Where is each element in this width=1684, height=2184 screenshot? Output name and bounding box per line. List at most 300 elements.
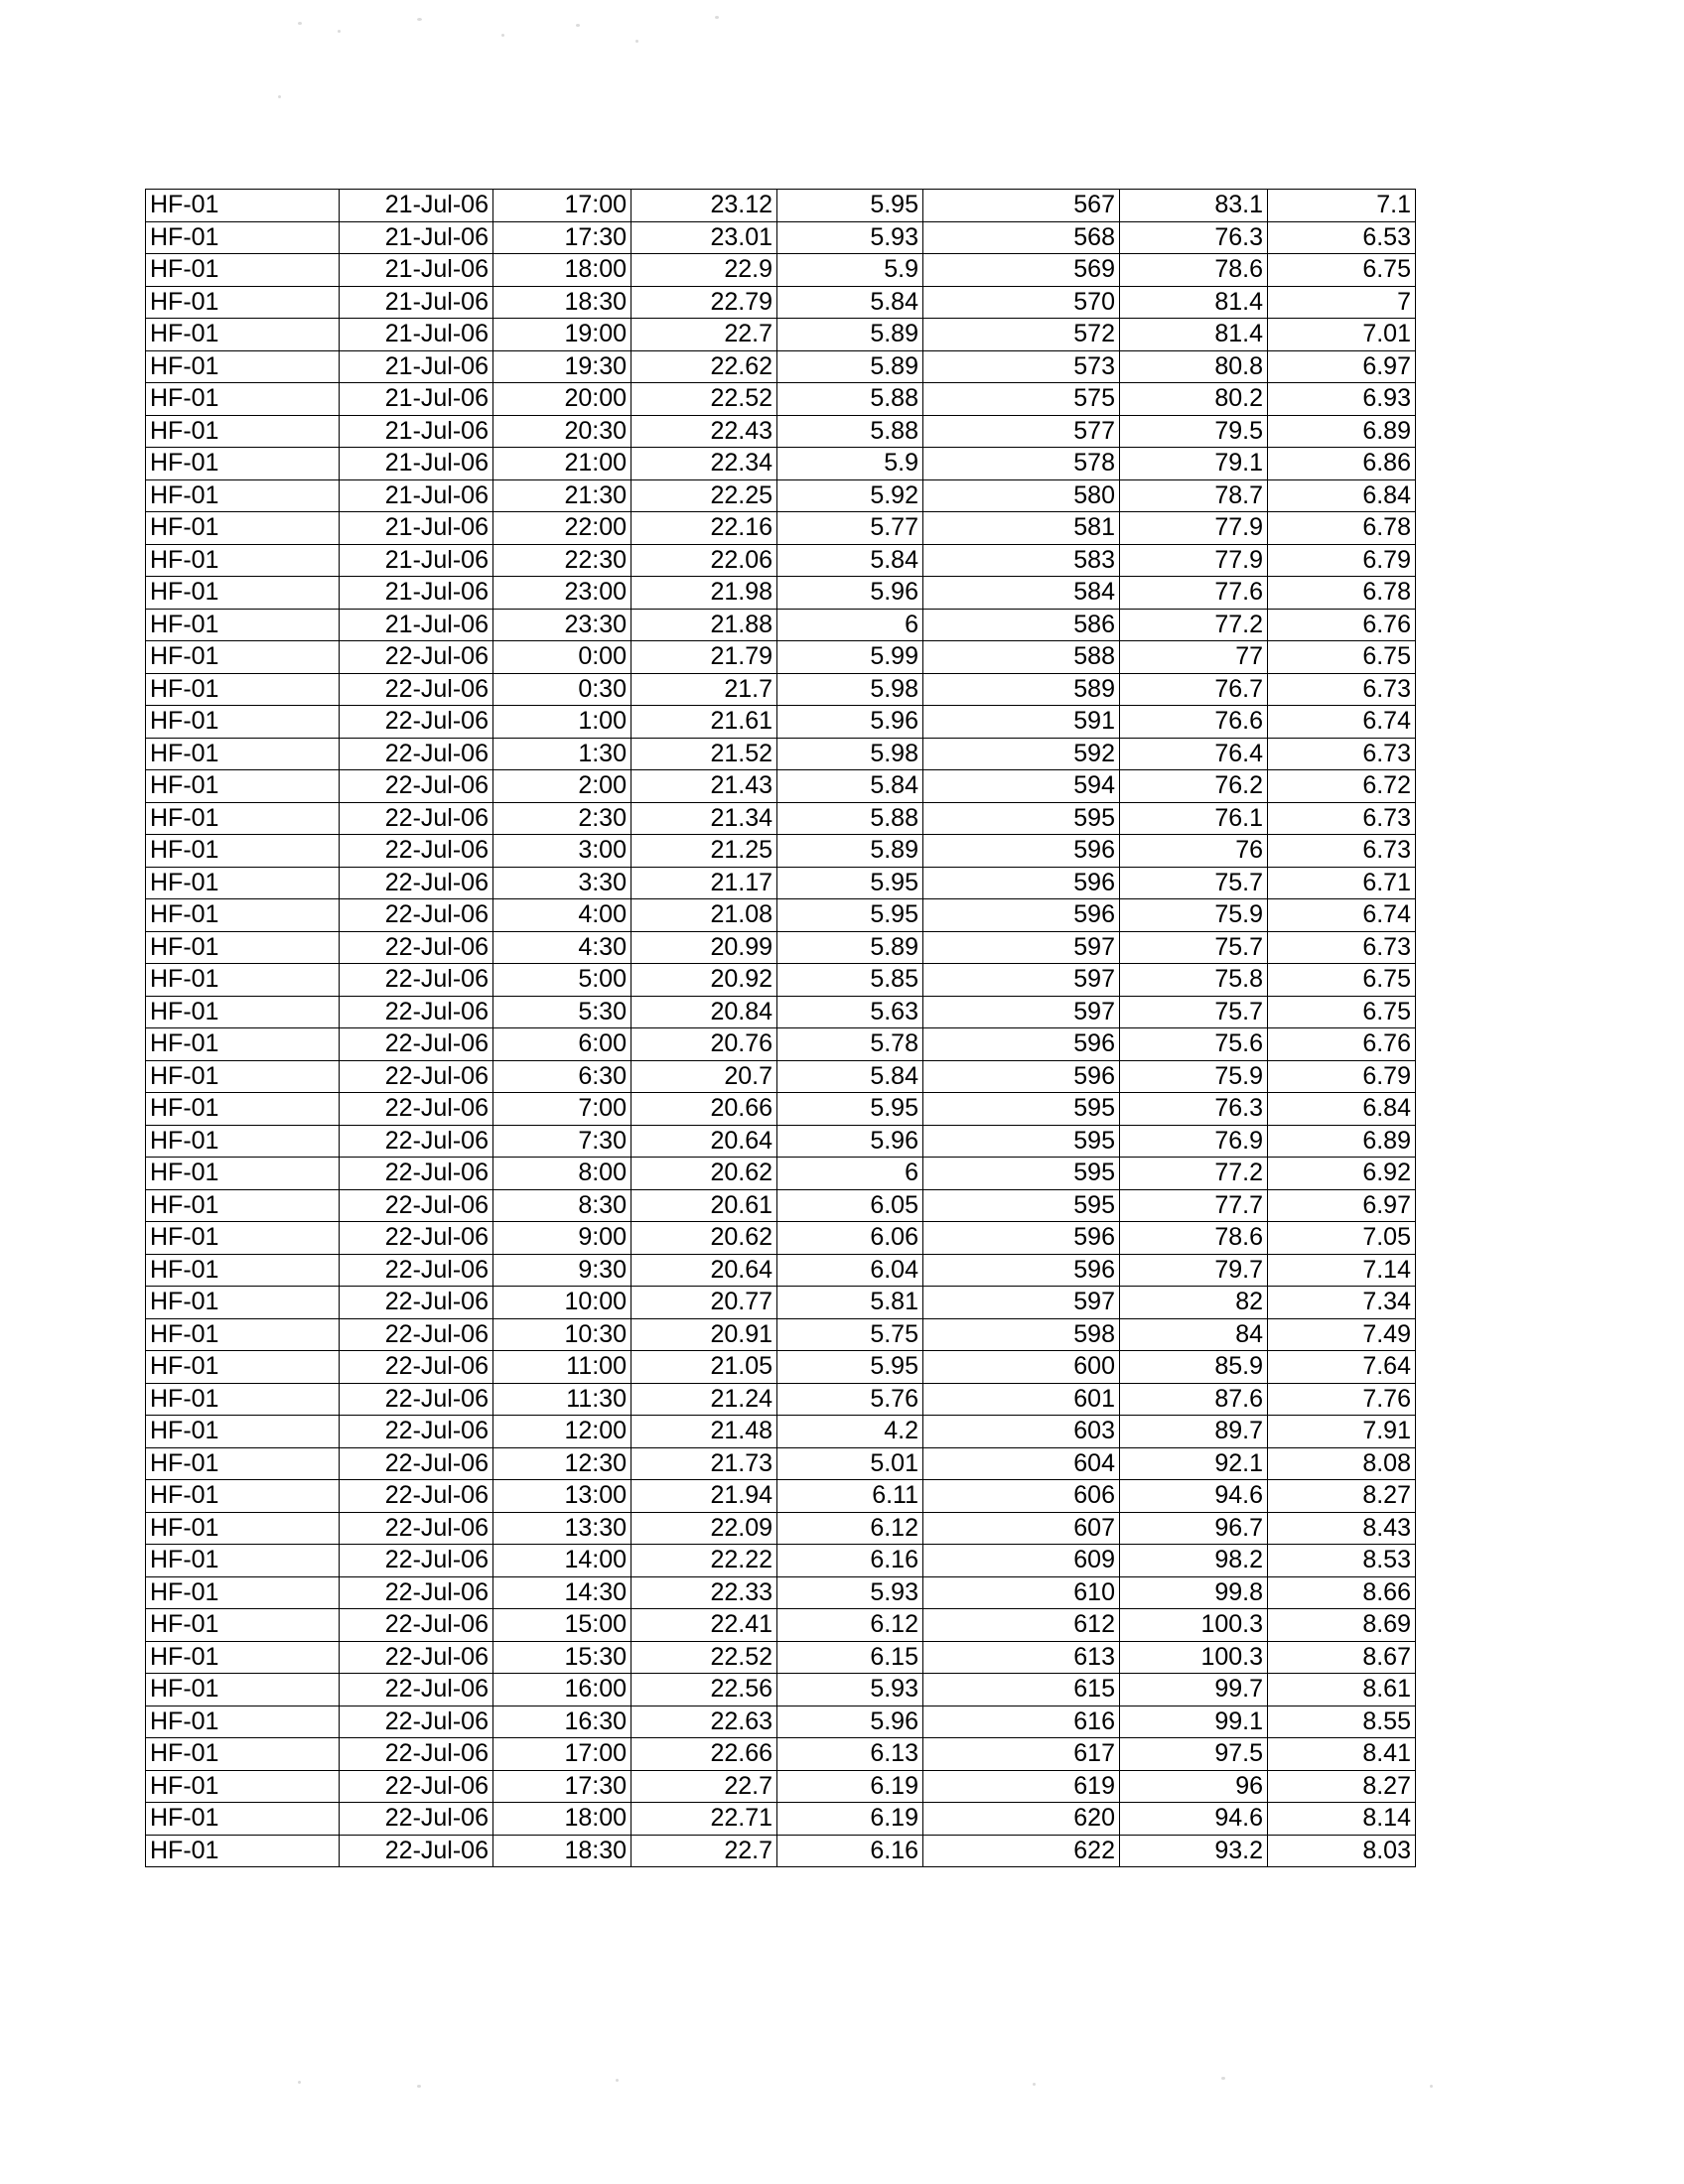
station-id-cell: HF-01: [146, 1447, 340, 1480]
value-3-cell: 594: [923, 770, 1120, 803]
value-3-cell: 595: [923, 802, 1120, 835]
value-4-cell: 76.2: [1120, 770, 1268, 803]
value-5-cell: 6.73: [1268, 673, 1416, 706]
value-1-cell: 21.7: [632, 673, 777, 706]
date-cell: 22-Jul-06: [340, 1770, 493, 1803]
value-5-cell: 8.43: [1268, 1512, 1416, 1545]
value-3-cell: 610: [923, 1576, 1120, 1609]
value-4-cell: 77.7: [1120, 1189, 1268, 1222]
value-2-cell: 5.95: [777, 899, 923, 932]
time-cell: 3:00: [493, 835, 632, 868]
value-4-cell: 96.7: [1120, 1512, 1268, 1545]
value-5-cell: 7.05: [1268, 1222, 1416, 1255]
value-1-cell: 21.98: [632, 577, 777, 610]
value-1-cell: 22.9: [632, 254, 777, 287]
date-cell: 22-Jul-06: [340, 673, 493, 706]
station-id-cell: HF-01: [146, 706, 340, 739]
value-4-cell: 77.6: [1120, 577, 1268, 610]
value-5-cell: 7.76: [1268, 1383, 1416, 1416]
value-3-cell: 581: [923, 512, 1120, 545]
time-cell: 17:30: [493, 221, 632, 254]
scan-speckle: [1033, 2083, 1036, 2086]
date-cell: 21-Jul-06: [340, 448, 493, 480]
station-id-cell: HF-01: [146, 1803, 340, 1836]
date-cell: 21-Jul-06: [340, 383, 493, 416]
station-id-cell: HF-01: [146, 964, 340, 997]
value-3-cell: 598: [923, 1318, 1120, 1351]
station-id-cell: HF-01: [146, 1318, 340, 1351]
value-4-cell: 82: [1120, 1287, 1268, 1319]
station-id-cell: HF-01: [146, 1254, 340, 1287]
table-row: [146, 996, 1416, 1028]
time-cell: 4:00: [493, 899, 632, 932]
time-cell: 22:00: [493, 512, 632, 545]
table-row: [146, 1125, 1416, 1158]
value-3-cell: 601: [923, 1383, 1120, 1416]
value-5-cell: 6.75: [1268, 964, 1416, 997]
value-4-cell: 87.6: [1120, 1383, 1268, 1416]
value-1-cell: 20.7: [632, 1060, 777, 1093]
station-id-cell: HF-01: [146, 1060, 340, 1093]
value-5-cell: 6.89: [1268, 415, 1416, 448]
value-1-cell: 23.01: [632, 221, 777, 254]
value-4-cell: 81.4: [1120, 286, 1268, 319]
value-2-cell: 5.96: [777, 577, 923, 610]
station-id-cell: HF-01: [146, 1576, 340, 1609]
date-cell: 22-Jul-06: [340, 1706, 493, 1738]
value-3-cell: 586: [923, 609, 1120, 641]
date-cell: 22-Jul-06: [340, 931, 493, 964]
date-cell: 22-Jul-06: [340, 1738, 493, 1771]
value-2-cell: 5.95: [777, 867, 923, 899]
value-3-cell: 596: [923, 867, 1120, 899]
value-2-cell: 6: [777, 1158, 923, 1190]
date-cell: 22-Jul-06: [340, 1480, 493, 1513]
station-id-cell: HF-01: [146, 544, 340, 577]
date-cell: 22-Jul-06: [340, 1158, 493, 1190]
value-4-cell: 80.8: [1120, 350, 1268, 383]
value-1-cell: 22.7: [632, 1835, 777, 1867]
value-2-cell: 5.76: [777, 1383, 923, 1416]
value-2-cell: 6.16: [777, 1545, 923, 1577]
date-cell: 22-Jul-06: [340, 1416, 493, 1448]
scan-speckle: [1221, 2077, 1225, 2080]
date-cell: 21-Jul-06: [340, 512, 493, 545]
value-3-cell: 620: [923, 1803, 1120, 1836]
value-3-cell: 609: [923, 1545, 1120, 1577]
table-row: [146, 1416, 1416, 1448]
value-4-cell: 78.6: [1120, 254, 1268, 287]
value-1-cell: 21.08: [632, 899, 777, 932]
value-1-cell: 22.41: [632, 1609, 777, 1642]
value-1-cell: 21.43: [632, 770, 777, 803]
value-4-cell: 76.7: [1120, 673, 1268, 706]
value-4-cell: 94.6: [1120, 1803, 1268, 1836]
value-1-cell: 23.12: [632, 190, 777, 222]
value-4-cell: 75.6: [1120, 1028, 1268, 1061]
table-row: [146, 1770, 1416, 1803]
value-5-cell: 6.89: [1268, 1125, 1416, 1158]
time-cell: 1:00: [493, 706, 632, 739]
value-2-cell: 6.19: [777, 1803, 923, 1836]
station-id-cell: HF-01: [146, 1641, 340, 1674]
value-2-cell: 5.78: [777, 1028, 923, 1061]
value-2-cell: 5.89: [777, 319, 923, 351]
value-2-cell: 6.15: [777, 1641, 923, 1674]
scan-speckle: [298, 22, 302, 25]
value-5-cell: 7.14: [1268, 1254, 1416, 1287]
value-4-cell: 76.9: [1120, 1125, 1268, 1158]
scan-speckle: [417, 2085, 421, 2088]
value-2-cell: 5.88: [777, 383, 923, 416]
value-2-cell: 5.89: [777, 931, 923, 964]
value-5-cell: 6.78: [1268, 512, 1416, 545]
value-3-cell: 615: [923, 1674, 1120, 1706]
time-cell: 9:00: [493, 1222, 632, 1255]
value-1-cell: 20.61: [632, 1189, 777, 1222]
value-5-cell: 6.79: [1268, 1060, 1416, 1093]
value-5-cell: 8.67: [1268, 1641, 1416, 1674]
time-cell: 16:30: [493, 1706, 632, 1738]
value-3-cell: 592: [923, 738, 1120, 770]
value-4-cell: 99.1: [1120, 1706, 1268, 1738]
value-2-cell: 5.93: [777, 221, 923, 254]
station-id-cell: HF-01: [146, 350, 340, 383]
value-5-cell: 6.53: [1268, 221, 1416, 254]
scan-speckle: [1430, 2085, 1433, 2088]
date-cell: 21-Jul-06: [340, 319, 493, 351]
date-cell: 22-Jul-06: [340, 641, 493, 674]
date-cell: 22-Jul-06: [340, 1028, 493, 1061]
value-4-cell: 96: [1120, 1770, 1268, 1803]
date-cell: 22-Jul-06: [340, 1060, 493, 1093]
value-1-cell: 22.06: [632, 544, 777, 577]
station-id-cell: HF-01: [146, 577, 340, 610]
date-cell: 22-Jul-06: [340, 1512, 493, 1545]
value-2-cell: 5.85: [777, 964, 923, 997]
value-5-cell: 8.41: [1268, 1738, 1416, 1771]
time-cell: 5:30: [493, 996, 632, 1028]
value-1-cell: 21.24: [632, 1383, 777, 1416]
station-id-cell: HF-01: [146, 1189, 340, 1222]
date-cell: 22-Jul-06: [340, 1609, 493, 1642]
table-row: [146, 1641, 1416, 1674]
time-cell: 13:30: [493, 1512, 632, 1545]
value-5-cell: 6.86: [1268, 448, 1416, 480]
value-3-cell: 603: [923, 1416, 1120, 1448]
value-5-cell: 7.34: [1268, 1287, 1416, 1319]
time-cell: 18:30: [493, 286, 632, 319]
value-3-cell: 595: [923, 1189, 1120, 1222]
date-cell: 22-Jul-06: [340, 770, 493, 803]
value-5-cell: 8.27: [1268, 1480, 1416, 1513]
value-4-cell: 75.7: [1120, 931, 1268, 964]
value-2-cell: 6.13: [777, 1738, 923, 1771]
value-2-cell: 5.89: [777, 835, 923, 868]
date-cell: 21-Jul-06: [340, 609, 493, 641]
value-2-cell: 6.12: [777, 1512, 923, 1545]
value-3-cell: 567: [923, 190, 1120, 222]
value-5-cell: 6.72: [1268, 770, 1416, 803]
date-cell: 22-Jul-06: [340, 706, 493, 739]
value-1-cell: 22.52: [632, 1641, 777, 1674]
value-4-cell: 75.9: [1120, 1060, 1268, 1093]
time-cell: 11:00: [493, 1351, 632, 1384]
table-row: [146, 1158, 1416, 1190]
value-1-cell: 22.34: [632, 448, 777, 480]
value-2-cell: 5.93: [777, 1576, 923, 1609]
time-cell: 10:30: [493, 1318, 632, 1351]
table-row: [146, 641, 1416, 674]
value-5-cell: 6.73: [1268, 802, 1416, 835]
value-1-cell: 21.88: [632, 609, 777, 641]
table-row: [146, 1835, 1416, 1867]
value-5-cell: 6.71: [1268, 867, 1416, 899]
station-id-cell: HF-01: [146, 1512, 340, 1545]
time-cell: 2:00: [493, 770, 632, 803]
station-id-cell: HF-01: [146, 1480, 340, 1513]
date-cell: 22-Jul-06: [340, 738, 493, 770]
date-cell: 22-Jul-06: [340, 1351, 493, 1384]
date-cell: 22-Jul-06: [340, 899, 493, 932]
table-row: [146, 931, 1416, 964]
value-3-cell: 597: [923, 1287, 1120, 1319]
table-row: [146, 190, 1416, 222]
table-row: [146, 1060, 1416, 1093]
date-cell: 22-Jul-06: [340, 802, 493, 835]
value-2-cell: 5.88: [777, 802, 923, 835]
value-1-cell: 22.43: [632, 415, 777, 448]
value-5-cell: 8.55: [1268, 1706, 1416, 1738]
table-row: [146, 1803, 1416, 1836]
station-id-cell: HF-01: [146, 1093, 340, 1126]
value-2-cell: 5.89: [777, 350, 923, 383]
time-cell: 8:30: [493, 1189, 632, 1222]
date-cell: 22-Jul-06: [340, 1125, 493, 1158]
value-3-cell: 622: [923, 1835, 1120, 1867]
station-id-cell: HF-01: [146, 738, 340, 770]
value-4-cell: 93.2: [1120, 1835, 1268, 1867]
value-2-cell: 5.95: [777, 190, 923, 222]
table-row: [146, 1512, 1416, 1545]
value-4-cell: 76.3: [1120, 1093, 1268, 1126]
value-5-cell: 8.14: [1268, 1803, 1416, 1836]
date-cell: 21-Jul-06: [340, 350, 493, 383]
time-cell: 22:30: [493, 544, 632, 577]
table-row: [146, 1706, 1416, 1738]
value-3-cell: 568: [923, 221, 1120, 254]
value-5-cell: 6.76: [1268, 1028, 1416, 1061]
time-cell: 20:30: [493, 415, 632, 448]
table-row: [146, 1287, 1416, 1319]
value-1-cell: 20.77: [632, 1287, 777, 1319]
scan-speckle: [278, 95, 281, 98]
value-1-cell: 21.17: [632, 867, 777, 899]
scan-speckle: [298, 2081, 301, 2084]
value-4-cell: 84: [1120, 1318, 1268, 1351]
value-2-cell: 4.2: [777, 1416, 923, 1448]
time-cell: 18:00: [493, 1803, 632, 1836]
time-cell: 0:30: [493, 673, 632, 706]
date-cell: 22-Jul-06: [340, 1674, 493, 1706]
table-row: [146, 964, 1416, 997]
value-4-cell: 77: [1120, 641, 1268, 674]
value-2-cell: 5.63: [777, 996, 923, 1028]
date-cell: 22-Jul-06: [340, 964, 493, 997]
table-row: [146, 1189, 1416, 1222]
station-id-cell: HF-01: [146, 1158, 340, 1190]
table-row: [146, 1480, 1416, 1513]
value-2-cell: 5.81: [777, 1287, 923, 1319]
value-5-cell: 6.74: [1268, 899, 1416, 932]
value-4-cell: 98.2: [1120, 1545, 1268, 1577]
station-id-cell: HF-01: [146, 802, 340, 835]
table-row: [146, 1093, 1416, 1126]
value-3-cell: 595: [923, 1125, 1120, 1158]
value-5-cell: 7.64: [1268, 1351, 1416, 1384]
station-id-cell: HF-01: [146, 221, 340, 254]
date-cell: 21-Jul-06: [340, 286, 493, 319]
value-1-cell: 21.94: [632, 1480, 777, 1513]
value-5-cell: 7: [1268, 286, 1416, 319]
value-5-cell: 6.73: [1268, 738, 1416, 770]
value-1-cell: 20.64: [632, 1254, 777, 1287]
time-cell: 18:30: [493, 1835, 632, 1867]
table-row: [146, 802, 1416, 835]
value-4-cell: 76: [1120, 835, 1268, 868]
value-2-cell: 6.04: [777, 1254, 923, 1287]
value-5-cell: 8.08: [1268, 1447, 1416, 1480]
value-5-cell: 8.61: [1268, 1674, 1416, 1706]
time-cell: 0:00: [493, 641, 632, 674]
value-3-cell: 596: [923, 899, 1120, 932]
station-id-cell: HF-01: [146, 867, 340, 899]
value-5-cell: 8.03: [1268, 1835, 1416, 1867]
value-3-cell: 595: [923, 1093, 1120, 1126]
value-5-cell: 7.91: [1268, 1416, 1416, 1448]
value-5-cell: 6.92: [1268, 1158, 1416, 1190]
station-id-cell: HF-01: [146, 1416, 340, 1448]
value-5-cell: 6.97: [1268, 350, 1416, 383]
station-id-cell: HF-01: [146, 448, 340, 480]
value-4-cell: 77.9: [1120, 512, 1268, 545]
value-4-cell: 75.8: [1120, 964, 1268, 997]
value-1-cell: 22.63: [632, 1706, 777, 1738]
value-3-cell: 580: [923, 479, 1120, 512]
date-cell: 22-Jul-06: [340, 1222, 493, 1255]
scan-speckle: [635, 40, 638, 43]
value-1-cell: 22.33: [632, 1576, 777, 1609]
value-5-cell: 6.93: [1268, 383, 1416, 416]
station-id-cell: HF-01: [146, 1609, 340, 1642]
station-id-cell: HF-01: [146, 1383, 340, 1416]
table-row: [146, 1351, 1416, 1384]
value-5-cell: 6.75: [1268, 254, 1416, 287]
value-1-cell: 22.7: [632, 1770, 777, 1803]
station-id-cell: HF-01: [146, 512, 340, 545]
value-1-cell: 21.34: [632, 802, 777, 835]
date-cell: 22-Jul-06: [340, 1189, 493, 1222]
table-row: [146, 350, 1416, 383]
value-5-cell: 7.1: [1268, 190, 1416, 222]
value-1-cell: 21.79: [632, 641, 777, 674]
scan-speckle: [576, 24, 580, 27]
scan-speckle: [338, 30, 341, 33]
station-id-cell: HF-01: [146, 1287, 340, 1319]
value-5-cell: 6.76: [1268, 609, 1416, 641]
value-4-cell: 79.7: [1120, 1254, 1268, 1287]
value-4-cell: 97.5: [1120, 1738, 1268, 1771]
table-row: [146, 221, 1416, 254]
value-3-cell: 569: [923, 254, 1120, 287]
date-cell: 22-Jul-06: [340, 1641, 493, 1674]
value-4-cell: 100.3: [1120, 1641, 1268, 1674]
value-2-cell: 5.77: [777, 512, 923, 545]
value-2-cell: 5.93: [777, 1674, 923, 1706]
time-cell: 12:30: [493, 1447, 632, 1480]
scan-speckle: [715, 16, 719, 19]
value-1-cell: 22.25: [632, 479, 777, 512]
station-id-cell: HF-01: [146, 1545, 340, 1577]
table-row: [146, 1222, 1416, 1255]
value-2-cell: 5.84: [777, 544, 923, 577]
date-cell: 22-Jul-06: [340, 1254, 493, 1287]
value-1-cell: 20.91: [632, 1318, 777, 1351]
value-3-cell: 596: [923, 1060, 1120, 1093]
table-row: [146, 1738, 1416, 1771]
time-cell: 19:30: [493, 350, 632, 383]
value-4-cell: 89.7: [1120, 1416, 1268, 1448]
value-5-cell: 6.73: [1268, 931, 1416, 964]
station-id-cell: HF-01: [146, 383, 340, 416]
value-1-cell: 21.73: [632, 1447, 777, 1480]
date-cell: 22-Jul-06: [340, 1318, 493, 1351]
value-5-cell: 8.27: [1268, 1770, 1416, 1803]
table-row: [146, 544, 1416, 577]
value-3-cell: 583: [923, 544, 1120, 577]
table-row: [146, 319, 1416, 351]
date-cell: 21-Jul-06: [340, 190, 493, 222]
value-4-cell: 78.6: [1120, 1222, 1268, 1255]
station-id-cell: HF-01: [146, 479, 340, 512]
value-1-cell: 22.71: [632, 1803, 777, 1836]
value-3-cell: 596: [923, 835, 1120, 868]
value-4-cell: 100.3: [1120, 1609, 1268, 1642]
date-cell: 21-Jul-06: [340, 577, 493, 610]
date-cell: 22-Jul-06: [340, 1447, 493, 1480]
time-cell: 14:00: [493, 1545, 632, 1577]
time-cell: 1:30: [493, 738, 632, 770]
table-row: [146, 577, 1416, 610]
station-id-cell: HF-01: [146, 835, 340, 868]
table-body: [146, 190, 1416, 1867]
station-id-cell: HF-01: [146, 254, 340, 287]
time-cell: 12:00: [493, 1416, 632, 1448]
value-1-cell: 21.61: [632, 706, 777, 739]
table-row: [146, 1609, 1416, 1642]
value-4-cell: 76.3: [1120, 221, 1268, 254]
value-4-cell: 94.6: [1120, 1480, 1268, 1513]
value-3-cell: 596: [923, 1222, 1120, 1255]
value-4-cell: 85.9: [1120, 1351, 1268, 1384]
value-1-cell: 21.05: [632, 1351, 777, 1384]
date-cell: 22-Jul-06: [340, 1093, 493, 1126]
date-cell: 21-Jul-06: [340, 479, 493, 512]
scan-speckle: [417, 18, 422, 21]
time-cell: 13:00: [493, 1480, 632, 1513]
value-3-cell: 573: [923, 350, 1120, 383]
time-cell: 5:00: [493, 964, 632, 997]
